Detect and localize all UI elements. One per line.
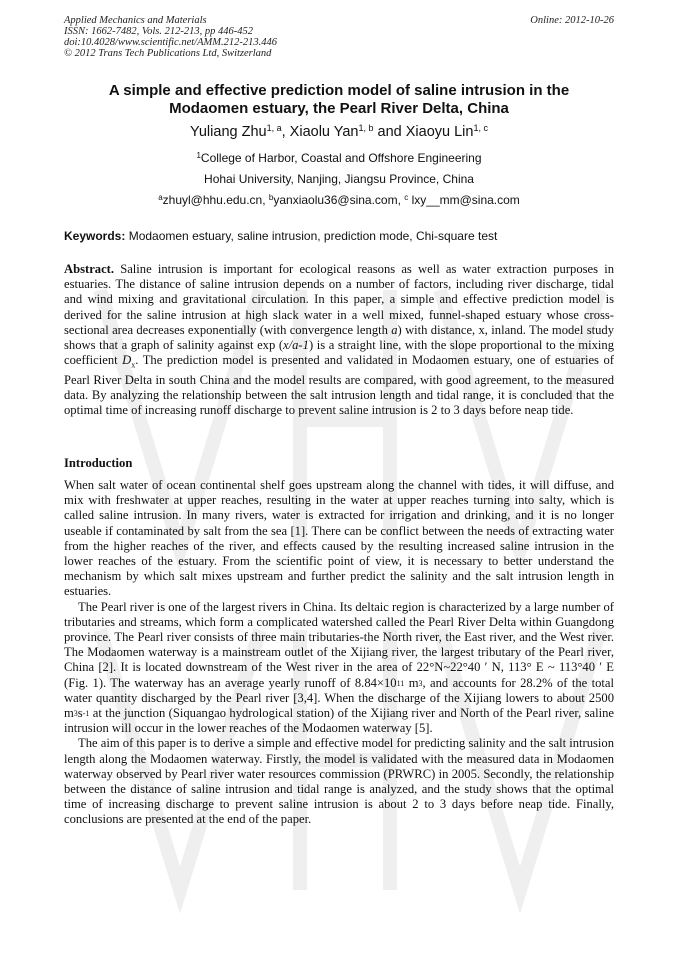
author-name: Yuliang Zhu xyxy=(190,124,267,140)
paragraph-text: at the junction (Siquangao hydrological station) of the Xijiang river and North of the Pearl river, saline intrusion will occur in the lower reaches of the Modaomen waterway [5]. xyxy=(64,706,614,736)
paragraph-text: s xyxy=(77,706,83,721)
abstract-text: ) with distance, x, inland. The model study shows that a graph of salinity against exp ( xyxy=(64,322,614,353)
keywords xyxy=(64,229,614,243)
paragraph-text: The Pearl river is one of the largest rivers in China. Its deltaic region is characterized by a large number of tributaries and streams, which form a complicated watershed called the Pearl River Delta within Guangdong province. The Pearl river consists of three main tributaries-the North river, the East river, and the West river. The Modaomen waterway is a mainstream outlet of the Xijiang river, the largest tributary of the Pearl river, China [2]. It is located downstream of the West river in the area of 22°N~22°40 ′ N, 113° E ~ 113°40 ′ E (Fig. 1). The waterway has an average yearly runoff of 8.84×10 xyxy=(64,599,614,690)
exponent: 11 xyxy=(396,678,405,688)
abstract-var-dx-sub: x xyxy=(131,360,136,370)
abstract-text: ) is a straight line, with the slope proportional to the mixing coefficient xyxy=(64,338,614,368)
section-heading-introduction: Introduction xyxy=(64,456,133,470)
author-list xyxy=(64,124,614,140)
journal-issn: ISSN: 1662-7482, Vols. 212-213, pp 446-452 xyxy=(64,26,253,37)
intro-paragraph-1: When salt water of ocean continental shelf goes upstream along the channel with tides, it will diffuse, and mix with freshwater at upper reaches, resulting in the water at upper reaches turning into salty, which is called saline intrusion. In many rivers, water is extracted for irrigation and drinking, and it is no longer useable if contaminated by salt from the sea [1]. There can be conflict between the needs of extracting water from the higher reaches of the river, and effects caused by the resulting increased saline intrusion in the lower reaches of the estuary. From the scientific point of view, it is necessary to better understand the mechanism by which salt mixes upstream and further predict the salinity and the salt intrusion length in estuaries. xyxy=(64,478,614,599)
exponent: 3 xyxy=(418,678,423,688)
abstract-label: Abstract. xyxy=(64,262,115,276)
author-name: Xiaoyu Lin xyxy=(405,124,474,140)
abstract-text: . The prediction model is presented and validated in Modaomen estuary, one of estuaries of Pearl River Delta in south China and the model results are compared, with good agreement, to the measured data. By analyzing the relationship between the salt intrusion length and tidal range, it is concluded that the optimal time of increasing runoff discharge to prevent saline intrusion is 2 to 3 days before neap tide. xyxy=(64,353,614,418)
abstract-var-xa: x/a-1 xyxy=(283,338,309,353)
journal-header xyxy=(64,15,614,59)
author-name: Xiaolu Yan xyxy=(289,124,359,140)
exponent: 3 xyxy=(73,709,78,719)
author-affil-sup: 1, b xyxy=(358,123,374,133)
email-sup-b: b xyxy=(268,193,274,202)
introduction-body xyxy=(64,478,614,828)
exponent: -1 xyxy=(82,709,90,719)
affiliation-college: College of Harbor, Coastal and Offshore Engineering xyxy=(200,151,482,165)
affiliation-line-1 xyxy=(64,151,614,165)
email-b[interactable]: yanxiaolu36@sina.com, xyxy=(273,193,405,207)
keywords-label: Keywords: xyxy=(64,229,126,243)
affiliation-line-2: Hohai University, Nanjing, Jiangsu Province, China xyxy=(204,172,474,186)
abstract-var-a: a xyxy=(391,322,398,337)
journal-doi: doi:10.4028/www.scientific.net/AMM.212-213.446 xyxy=(64,37,277,48)
abstract xyxy=(64,262,614,419)
journal-copyright: © 2012 Trans Tech Publications Ltd, Switzerland xyxy=(64,48,272,59)
intro-paragraph-3: The aim of this paper is to derive a simple and effective model for predicting salinity and the salt intrusion length along the Modaomen waterway. Firstly, the model is validated with the measured data in Modaomen waterway observed by Pearl river water resources commission (PRWRC) in 2005. Secondly, the relationship between the distance of saline intrusion and tidal range is analyzed, and the study shows that the optimal time of increasing discharge to prevent saline intrusion is about 2 to 3 days before neap tide. Finally, conclusions are presented at the end of the paper. xyxy=(64,736,614,827)
title-line-1: A simple and effective prediction model of saline intrusion in the xyxy=(108,82,570,99)
author-emails xyxy=(64,193,614,207)
journal-name: Applied Mechanics and Materials xyxy=(64,15,207,26)
online-date: Online: 2012-10-26 xyxy=(530,15,614,26)
abstract-text: Saline intrusion is important for ecological reasons as well as water extraction purposes in estuaries. The distance of saline intrusion depends on a number of factors, including river discharge, tidal and wind mixing and gravitational circulation. In this paper, a simple and effective prediction model is derived for the saline intrusion at high slack water in a well mixed, funnel-shaped estuary whose cross-sectional area decreases exponentially (with convergence length xyxy=(64,262,614,337)
title-line-2: Modaomen estuary, the Pearl River Delta, China xyxy=(169,100,509,117)
affiliation-sup: 1 xyxy=(196,151,201,160)
email-sup-c: c xyxy=(404,193,409,202)
author-separator: , xyxy=(281,124,290,140)
abstract-var-dx: D xyxy=(122,353,132,368)
paragraph-text: , and accounts for 28.2% of the total water quantity discharged by the Pearl river [3,4]. When the discharge of the Xijiang lowers to about 2500 m xyxy=(64,675,615,721)
author-affil-sup: 1, c xyxy=(473,123,488,133)
paragraph-text: m xyxy=(404,675,419,690)
author-separator: and xyxy=(373,124,406,140)
email-c[interactable]: lxy__mm@sina.com xyxy=(408,193,520,207)
paper-title xyxy=(64,82,614,118)
email-sup-a: a xyxy=(158,193,163,202)
keywords-text: Modaomen estuary, saline intrusion, prediction mode, Chi-square test xyxy=(125,229,498,243)
email-a[interactable]: zhuyl@hhu.edu.cn, xyxy=(162,193,269,207)
intro-paragraph-2 xyxy=(64,600,614,737)
author-affil-sup: 1, a xyxy=(266,123,282,133)
